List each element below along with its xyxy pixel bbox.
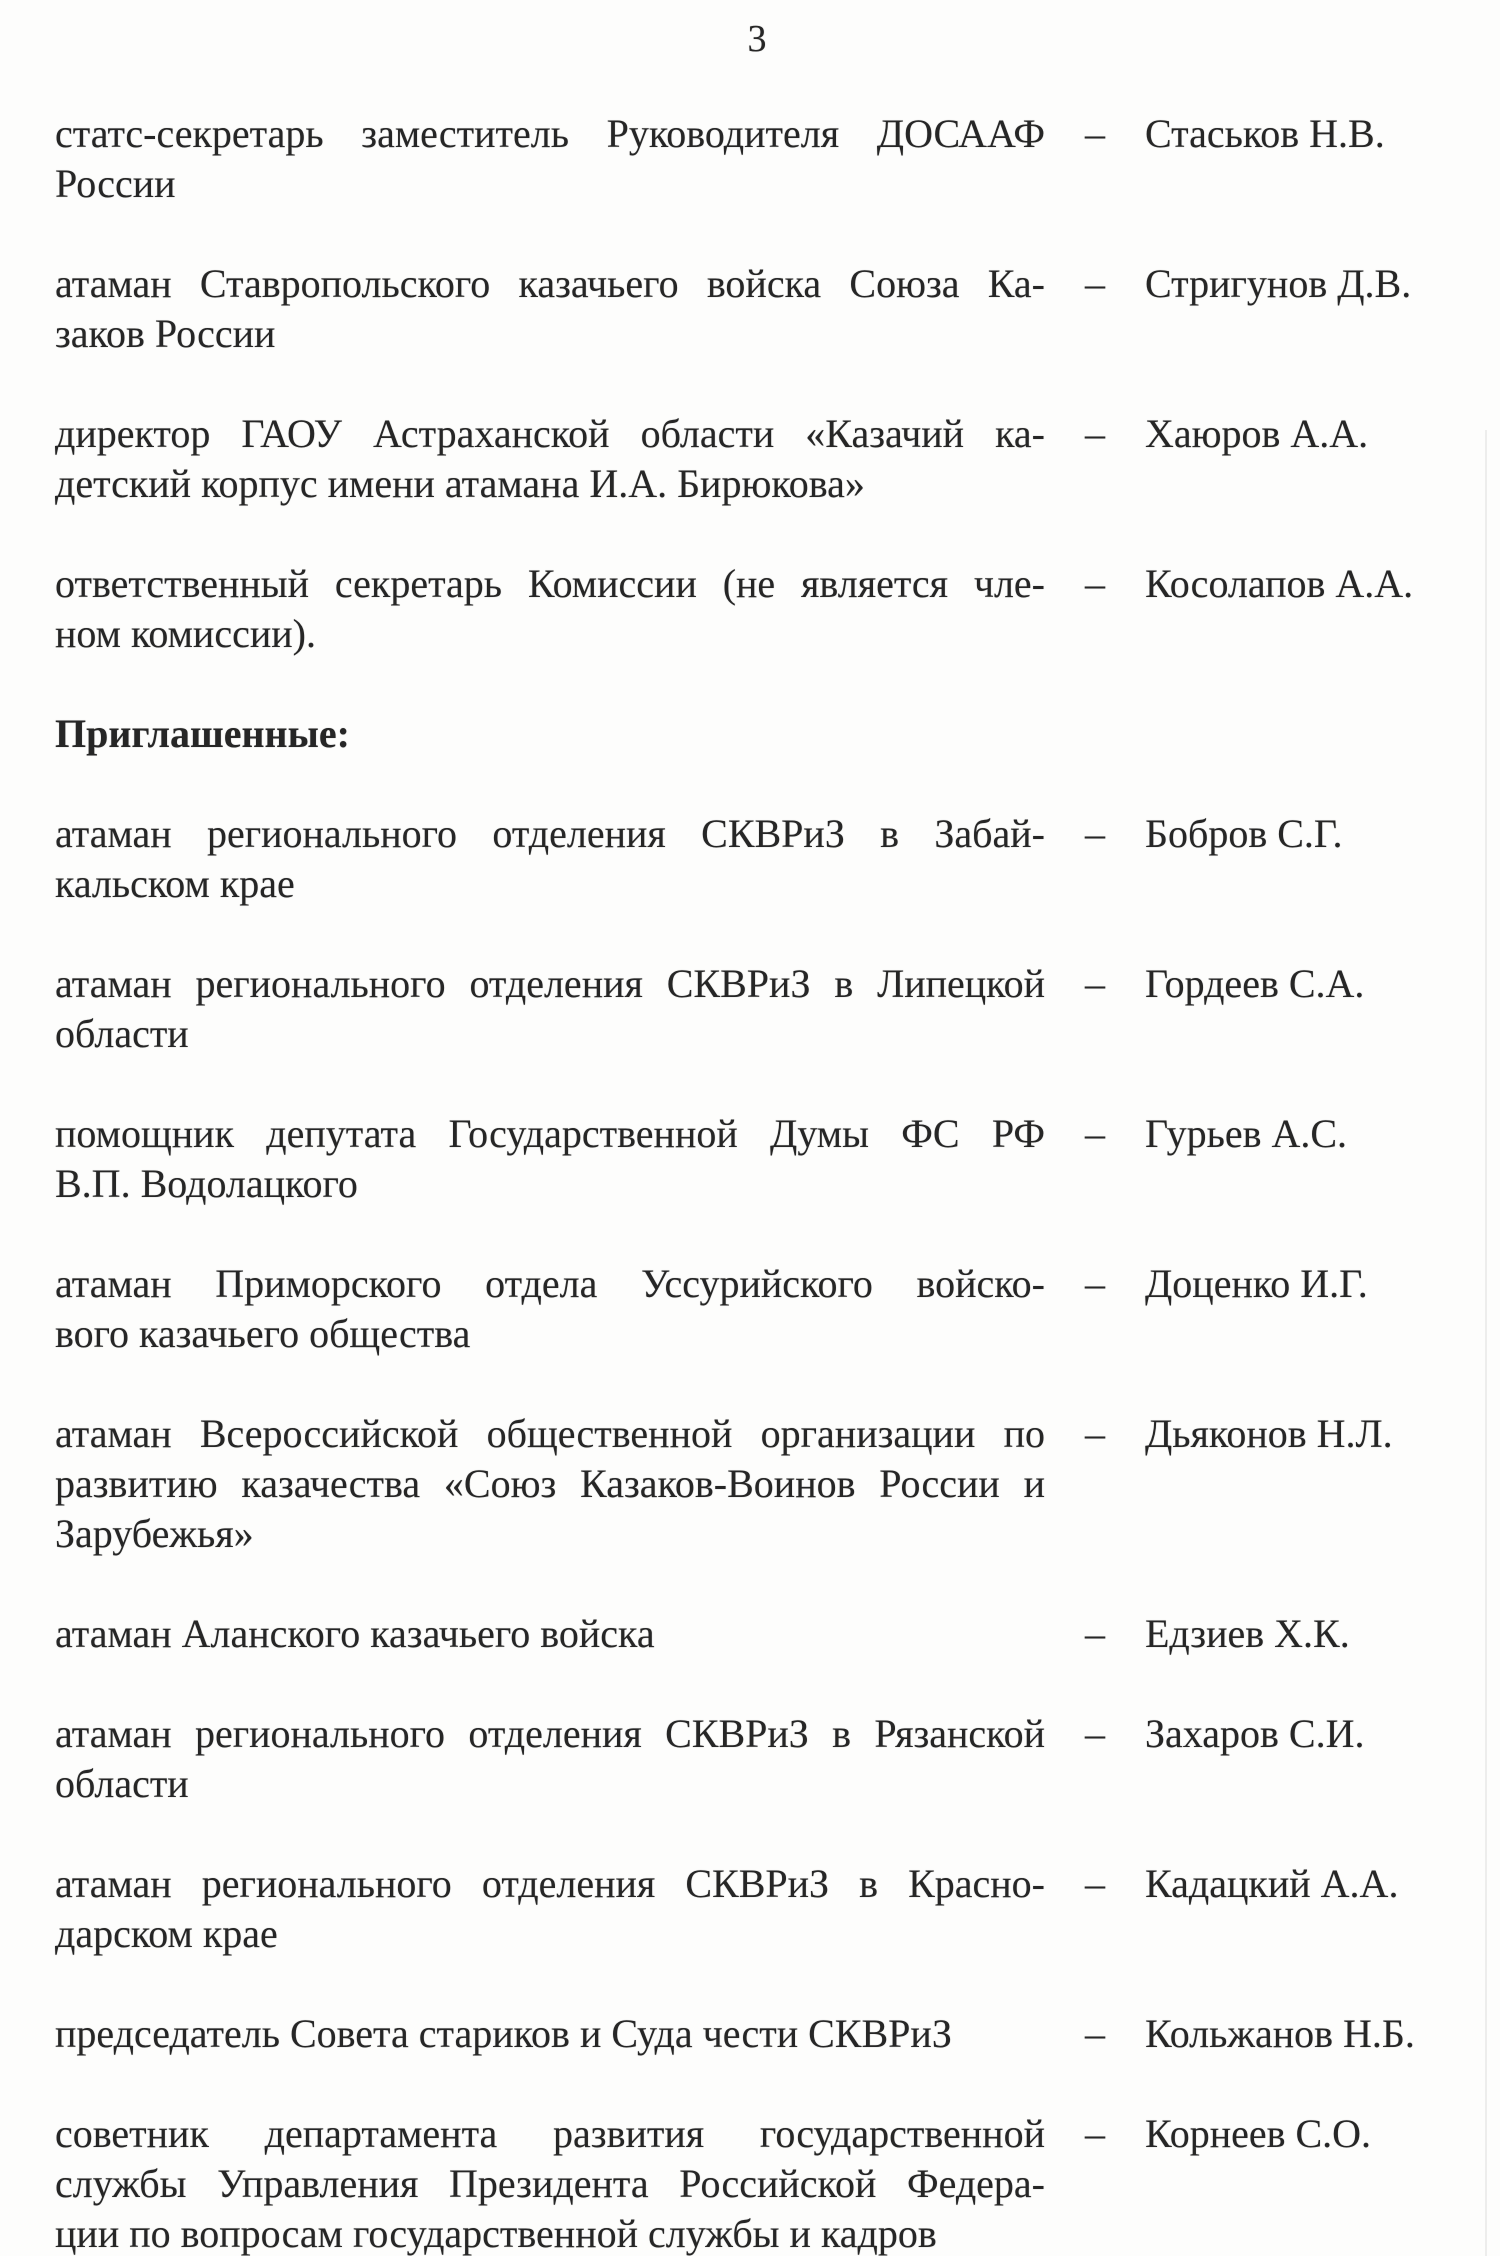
- position-line: области: [55, 1011, 189, 1056]
- member-entry: [55, 259, 1460, 359]
- member-name: Стаськов Н.В.: [1145, 111, 1385, 156]
- invited-name: Кольжанов Н.Б.: [1145, 2011, 1415, 2056]
- position-line: вого казачьего общества: [55, 1311, 471, 1356]
- dash-separator: –: [1085, 1111, 1105, 1156]
- invited-name: Корнеев С.О.: [1145, 2111, 1372, 2156]
- position-text: [55, 559, 1045, 659]
- dash-separator: –: [1085, 411, 1105, 456]
- dash-separator: –: [1085, 811, 1105, 856]
- dash-separator: –: [1085, 961, 1105, 1006]
- member-name: Хаюров А.А.: [1145, 411, 1369, 456]
- dash-separator: –: [1085, 261, 1105, 306]
- dash-separator: –: [1085, 111, 1105, 156]
- invited-entry: [55, 1109, 1460, 1209]
- position-text: [55, 809, 1045, 909]
- position-text: [55, 1859, 1045, 1959]
- position-line: области: [55, 1761, 189, 1806]
- page-number: 3: [747, 18, 768, 60]
- position-line: атаман регионального отделения СКВРиЗ в Забай-: [55, 811, 1045, 856]
- invited-entry: [55, 1709, 1460, 1809]
- position-text: [55, 2009, 1045, 2059]
- position-line: статс-секретарь заместитель Руководителя ДОСААФ: [55, 111, 1045, 156]
- position-line: атаман Ставропольского казачьего войска Союза Ка-: [55, 261, 1045, 306]
- position-line: атаман Приморского отдела Уссурийского войско-: [55, 1261, 1045, 1306]
- invited-entry: [55, 1259, 1460, 1359]
- position-line: атаман Аланского казачьего войска: [55, 1611, 655, 1656]
- dash-separator: –: [1085, 1261, 1105, 1306]
- position-line: детский корпус имени атамана И.А. Бирюкова»: [55, 461, 865, 506]
- position-line: председатель Совета стариков и Суда чести СКВРиЗ: [55, 2011, 952, 2056]
- scan-artifact-line: [1485, 430, 1487, 2256]
- position-text: [55, 1409, 1045, 1559]
- invited-name: Кадацкий А.А.: [1145, 1861, 1399, 1906]
- position-line: помощник депутата Государственной Думы ФС РФ: [55, 1111, 1045, 1156]
- dash-separator: –: [1085, 1711, 1105, 1756]
- invited-entry: [55, 809, 1460, 909]
- invited-section-heading: Приглашенные:: [55, 711, 350, 756]
- dash-separator: –: [1085, 561, 1105, 606]
- member-entry: [55, 559, 1460, 659]
- position-line: дарском крае: [55, 1911, 278, 1956]
- position-text: [55, 959, 1045, 1059]
- invited-entry: [55, 1609, 1460, 1659]
- member-entry: [55, 109, 1460, 209]
- invited-name: Гордеев С.А.: [1145, 961, 1365, 1006]
- member-name: Стригунов Д.В.: [1145, 261, 1412, 306]
- position-line: Зарубежья»: [55, 1511, 254, 1556]
- position-text: [55, 109, 1045, 209]
- position-line: атаман регионального отделения СКВРиЗ в Рязанской: [55, 1711, 1045, 1756]
- position-line: заков России: [55, 311, 276, 356]
- position-line: директор ГАОУ Астраханской области «Казачий ка-: [55, 411, 1045, 456]
- member-name: Косолапов А.А.: [1145, 561, 1414, 606]
- invited-entry: [55, 959, 1460, 1059]
- position-text: [55, 1709, 1045, 1809]
- invited-entry: [55, 1409, 1460, 1559]
- invited-name: Гурьев А.С.: [1145, 1111, 1348, 1156]
- position-line: России: [55, 161, 176, 206]
- dash-separator: –: [1085, 1861, 1105, 1906]
- invited-name: Бобров С.Г.: [1145, 811, 1343, 856]
- position-line: службы Управления Президента Российской Федера-: [55, 2161, 1045, 2206]
- position-text: [55, 259, 1045, 359]
- position-text: [55, 1259, 1045, 1359]
- position-text: [55, 409, 1045, 509]
- dash-separator: –: [1085, 2111, 1105, 2156]
- position-line: советник департамента развития государственной: [55, 2111, 1045, 2156]
- position-line: развитию казачества «Союз Казаков-Воинов России и: [55, 1461, 1045, 1506]
- dash-separator: –: [1085, 1611, 1105, 1656]
- position-line: атаман регионального отделения СКВРиЗ в Красно-: [55, 1861, 1045, 1906]
- position-line: ции по вопросам государственной службы и кадров: [55, 2211, 937, 2256]
- position-line: ном комиссии).: [55, 611, 316, 656]
- invited-entry: [55, 2009, 1460, 2059]
- position-text: [55, 1109, 1045, 1209]
- invited-name: Дьяконов Н.Л.: [1145, 1411, 1393, 1456]
- invited-name: Едзиев Х.К.: [1145, 1611, 1350, 1656]
- invited-name: Захаров С.И.: [1145, 1711, 1365, 1756]
- position-text: [55, 2109, 1045, 2256]
- dash-separator: –: [1085, 2011, 1105, 2056]
- invited-entry: [55, 1859, 1460, 1959]
- invited-entry: [55, 2109, 1460, 2256]
- member-entry: [55, 409, 1460, 509]
- position-line: кальском крае: [55, 861, 295, 906]
- position-line: атаман Всероссийской общественной организации по: [55, 1411, 1045, 1456]
- position-text: [55, 1609, 1045, 1659]
- invited-name: Доценко И.Г.: [1145, 1261, 1368, 1306]
- position-line: ответственный секретарь Комиссии (не является чле-: [55, 561, 1045, 606]
- position-line: В.П. Водолацкого: [55, 1161, 358, 1206]
- position-line: атаман регионального отделения СКВРиЗ в Липецкой: [55, 961, 1045, 1006]
- dash-separator: –: [1085, 1411, 1105, 1456]
